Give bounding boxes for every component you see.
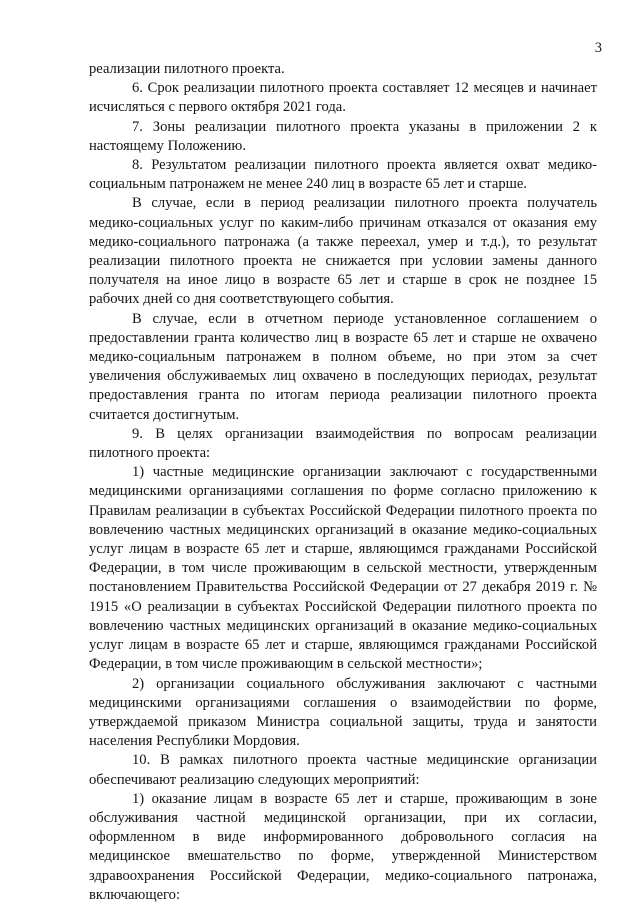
paragraph: 1) частные медицинские организации заключают с государственными медицинскими организациями соглашения по форме согласно приложению к Правилам реализации в субъектах Российской Федерации пилотного проекта по вовлечению частных медицинских организаций в оказание медико-социальных услуг лицам в возрасте 65 лет и старше, являющимся гражданами Российской Федерации, в том числе проживающим в сельской местности, утвержденным постановлением Правительства Российской Федерации от 27 декабря 2019 г. № 1915 «О реализации в субъектах Российской Федерации пилотного проекта по вовлечению частных медицинских организаций в оказание медико-социальных услуг лицам в возрасте 65 лет и старше, являющимся гражданами Российской Федерации, в том числе проживающим в сельской местности»; xyxy=(89,464,597,673)
paragraph: 6. Срок реализации пилотного проекта составляет 12 месяцев и начинает исчисляться с первого октября 2021 года. xyxy=(89,80,597,116)
paragraph: В случае, если в отчетном периоде установленное соглашением о предоставлении гранта количество лиц в возрасте 65 лет и старше не охвачено медико-социальным патронажем в полном объеме, но при этом за счет увеличения обслуживаемых лиц охвачено в последующих периодах, результат предоставления гранта по итогам периода реализации пилотного проекта считается достигнутым. xyxy=(89,310,597,423)
paragraph: 9. В целях организации взаимодействия по вопросам реализации пилотного проекта: xyxy=(89,425,597,462)
paragraph: реализации пилотного проекта. xyxy=(89,61,285,77)
paragraph: 8. Результатом реализации пилотного проекта является охват медико-социальным патронажем не менее 240 лиц в возрасте 65 лет и старше. xyxy=(89,157,597,193)
page-number: 3 xyxy=(594,40,602,56)
paragraph: В случае, если в период реализации пилотного проекта получатель медико-социальных услуг по каким-либо причинам отказался от оказания ему медико-социального патронажа (а также переехал, умер и т.д.), то результат реализации пилотного проекта не снижается при условии замены данного получателя на иное лицо в возрасте 65 лет и старше в срок не позднее 15 рабочих дней со дня соответствующего события. xyxy=(89,195,597,308)
paragraph: 7. Зоны реализации пилотного проекта указаны в приложении 2 к настоящему Положению. xyxy=(89,118,597,154)
document-body xyxy=(89,60,597,905)
paragraph: 1) оказание лицам в возрасте 65 лет и старше, проживающим в зоне обслуживания частной медицинской организации, при их согласии, оформленном в виде информированного добровольного согласия на медицинское вмешательство по форме, утвержденной Министерством здравоохранения Российской Федерации, медико-социального патронажа, включающего: xyxy=(89,790,597,903)
paragraph: 2) организации социального обслуживания заключают с частными медицинскими организациями соглашения о взаимодействии по форме, утверждаемой приказом Министра социальной защиты, труда и занятости населения Республики Мордовия. xyxy=(89,675,597,750)
paragraph: 10. В рамках пилотного проекта частные медицинские организации обеспечивают реализацию следующих мероприятий: xyxy=(89,752,597,788)
